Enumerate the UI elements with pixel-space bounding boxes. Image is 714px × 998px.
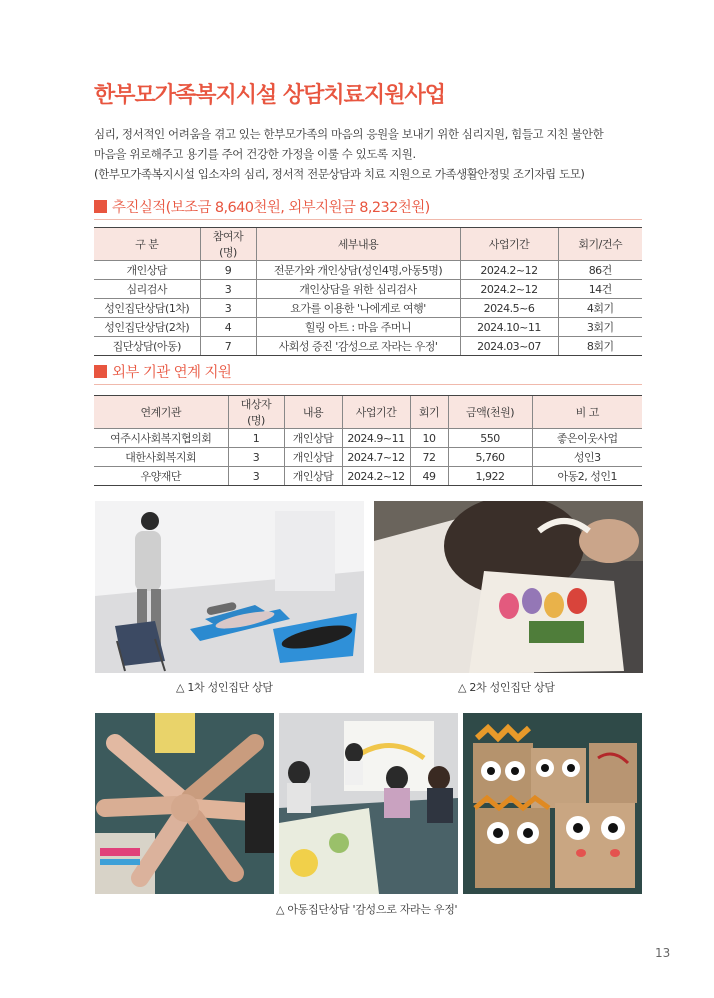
photo-caption: △ 아동집단상담 '감성으로 자라는 우정': [276, 903, 458, 916]
table-cell: 좋은이웃사업: [532, 429, 642, 448]
table-header: 세부내용: [256, 228, 460, 261]
table-cell: 2024.5~6: [460, 299, 558, 318]
external-table: [94, 395, 642, 486]
table-cell: 개인상담: [284, 467, 342, 486]
intro-line: (한부모가족복지시설 입소자의 심리, 정서적 전문상담과 치료 지원으로 가족생활안정및 조기자립 도모): [94, 167, 585, 181]
intro-text: [94, 124, 654, 184]
table-row: [94, 467, 642, 486]
table-cell: 아동2, 성인1: [532, 467, 642, 486]
section-heading-external: [94, 361, 642, 385]
table-cell: 사회성 증진 '감성으로 자라는 우정': [256, 337, 460, 356]
table-row: [94, 261, 642, 280]
table-row: [94, 337, 642, 356]
table-cell: 2024.2~12: [460, 280, 558, 299]
table-cell: 심리검사: [94, 280, 200, 299]
table-cell: 10: [410, 429, 448, 448]
results-table: [94, 227, 642, 356]
table-header: 사업기간: [342, 396, 410, 429]
table-row: [94, 280, 642, 299]
page-title: 한부모가족복지시설 상담치료지원사업: [94, 83, 445, 108]
table-header: 금액(천원): [448, 396, 532, 429]
photo-caption: △ 2차 성인집단 상담: [458, 681, 555, 694]
table-cell: 성인3: [532, 448, 642, 467]
table-cell: 4: [200, 318, 256, 337]
photo-craft-faces: [463, 713, 642, 894]
table-cell: 우양재단: [94, 467, 228, 486]
table-header: 회기: [410, 396, 448, 429]
table-cell: 3: [228, 448, 284, 467]
table-header-row: [94, 228, 642, 261]
table-cell: 요가를 이용한 '나에게로 여행': [256, 299, 460, 318]
page-number: 13: [655, 946, 671, 960]
table-cell: 1: [228, 429, 284, 448]
table-cell: 집단상담(아동): [94, 337, 200, 356]
table-cell: 2024.2~12: [342, 467, 410, 486]
section-heading-results: [94, 196, 642, 220]
table-cell: 2024.10~11: [460, 318, 558, 337]
table-cell: 힐링 아트 : 마음 주머니: [256, 318, 460, 337]
table-cell: 성인집단상담(2차): [94, 318, 200, 337]
table-cell: 86건: [558, 261, 642, 280]
table-header-row: [94, 396, 642, 429]
table-cell: 1,922: [448, 467, 532, 486]
photo-yoga-session: [95, 501, 364, 673]
table-cell: 49: [410, 467, 448, 486]
table-header: 사업기간: [460, 228, 558, 261]
table-cell: 550: [448, 429, 532, 448]
table-cell: 2024.9~11: [342, 429, 410, 448]
table-row: [94, 448, 642, 467]
table-header: 내용: [284, 396, 342, 429]
table-cell: 72: [410, 448, 448, 467]
intro-line: 마음을 위로해주고 용기를 주어 건강한 가정을 이룰 수 있도록 지원.: [94, 147, 416, 161]
table-cell: 성인집단상담(1차): [94, 299, 200, 318]
table-cell: 7: [200, 337, 256, 356]
table-header: 연계기관: [94, 396, 228, 429]
section-heading-text: 추진실적(보조금 8,640천원, 외부지원금 8,232천원): [112, 200, 430, 216]
table-cell: 3: [200, 299, 256, 318]
table-header: 비 고: [532, 396, 642, 429]
table-row: [94, 429, 642, 448]
table-cell: 개인상담: [94, 261, 200, 280]
table-cell: 2024.7~12: [342, 448, 410, 467]
table-cell: 3회기: [558, 318, 642, 337]
table-cell: 개인상담을 위한 심리검사: [256, 280, 460, 299]
photo-children-classroom: [279, 713, 458, 894]
photo-hands-together: [95, 713, 274, 894]
table-header: 구 분: [94, 228, 200, 261]
table-cell: 4회기: [558, 299, 642, 318]
table-cell: 3: [228, 467, 284, 486]
table-cell: 2024.03~07: [460, 337, 558, 356]
section-heading-text: 외부 기관 연계 지원: [112, 365, 232, 381]
table-cell: 5,760: [448, 448, 532, 467]
photo-caption: △ 1차 성인집단 상담: [176, 681, 273, 694]
table-cell: 14건: [558, 280, 642, 299]
table-row: [94, 318, 642, 337]
photo-art-bag: [374, 501, 643, 673]
table-row: [94, 299, 642, 318]
table-cell: 대한사회복지회: [94, 448, 228, 467]
intro-line: 심리, 정서적인 어려움을 겪고 있는 한부모가족의 마음의 응원을 보내기 위한 심리지원, 힘들고 지친 불안한: [94, 127, 604, 141]
table-header: 대상자(명): [228, 396, 284, 429]
square-bullet-icon: [94, 365, 107, 378]
table-cell: 전문가와 개인상담(성인4명,아동5명): [256, 261, 460, 280]
table-cell: 8회기: [558, 337, 642, 356]
table-cell: 3: [200, 280, 256, 299]
table-cell: 여주시사회복지협의회: [94, 429, 228, 448]
table-cell: 2024.2~12: [460, 261, 558, 280]
square-bullet-icon: [94, 200, 107, 213]
table-cell: 개인상담: [284, 448, 342, 467]
table-cell: 9: [200, 261, 256, 280]
table-header: 참여자(명): [200, 228, 256, 261]
table-header: 회기/건수: [558, 228, 642, 261]
table-cell: 개인상담: [284, 429, 342, 448]
